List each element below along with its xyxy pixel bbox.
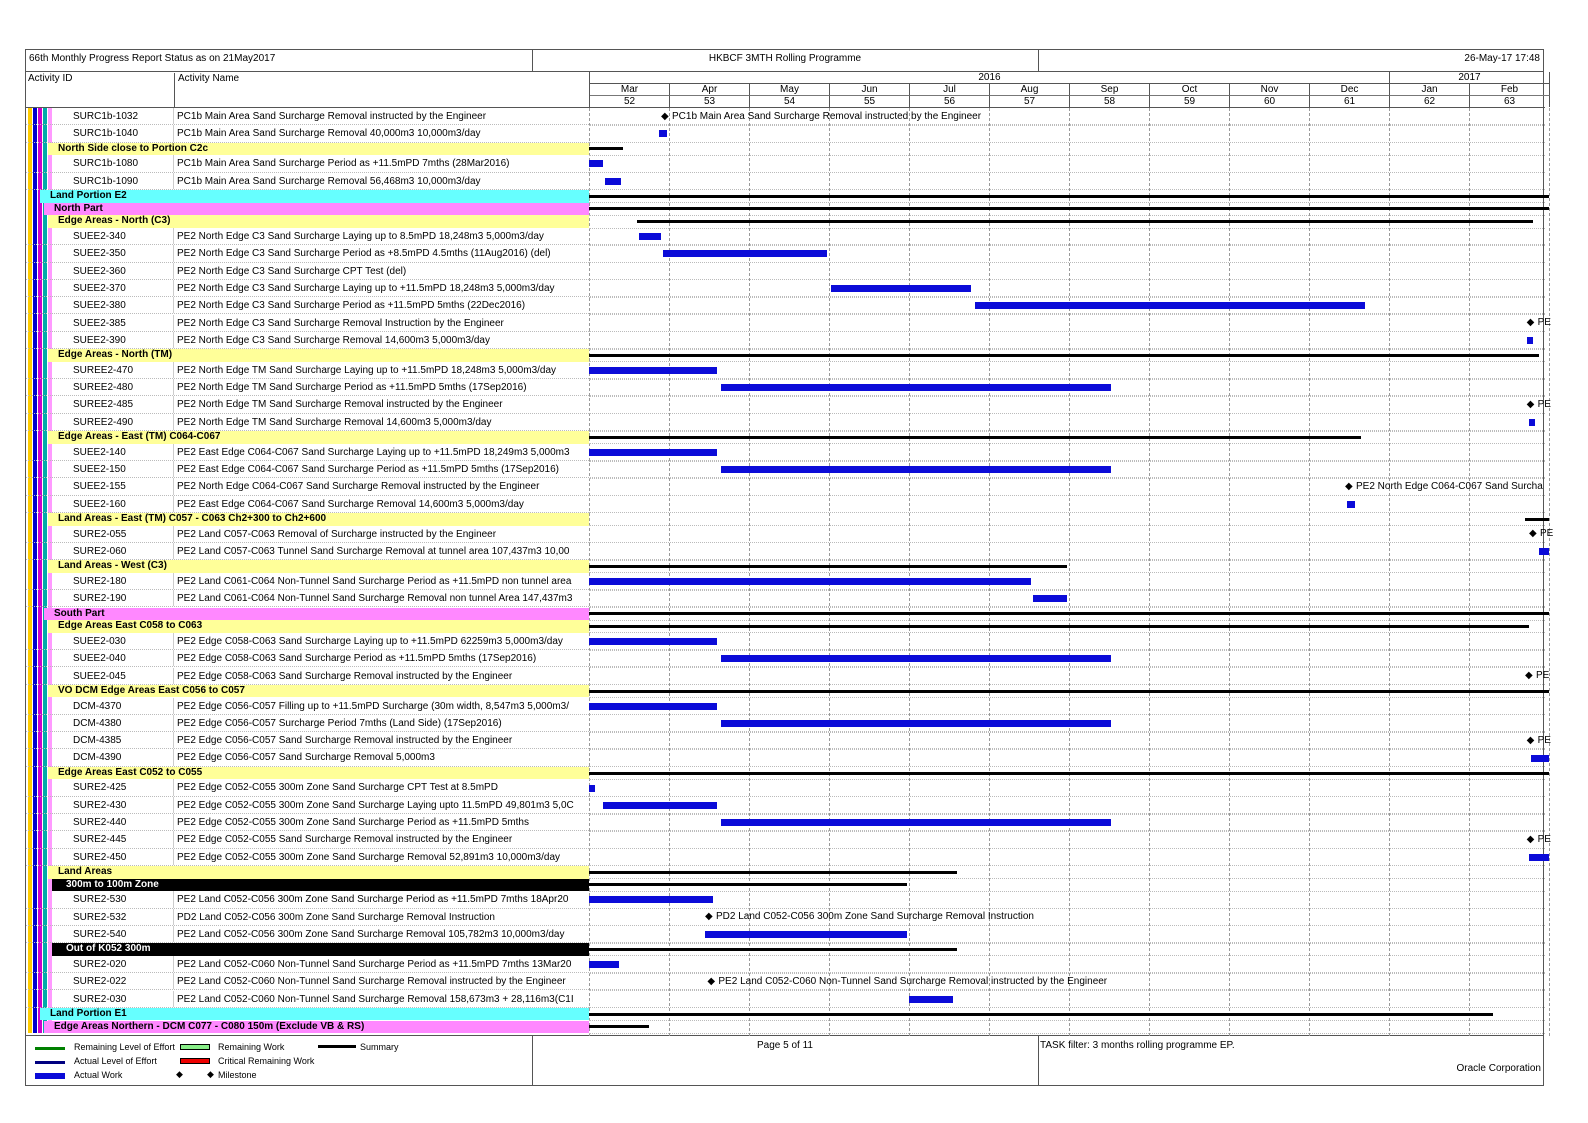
activity-bar[interactable]: [589, 367, 717, 374]
summary-bar[interactable]: [589, 436, 1361, 439]
activity-id: DCM-4380: [73, 715, 174, 731]
row-divider: [589, 632, 1545, 633]
activity-id: SUEE2-370: [73, 280, 174, 296]
activity-id: SURE2-060: [73, 543, 174, 559]
summary-bar[interactable]: [589, 948, 957, 951]
activity-id: SURC1b-1040: [73, 125, 174, 141]
activity-name: PE2 Edge C058-C063 Sand Surcharge Removal instructed by the Engineer: [177, 670, 513, 682]
activity-bar[interactable]: [659, 130, 667, 137]
row-divider: [589, 228, 1545, 229]
row-divider: [589, 865, 1545, 866]
row-divider: [589, 542, 1545, 543]
month-label: Feb: [1470, 84, 1550, 96]
activity-bar[interactable]: [603, 802, 717, 809]
group-band: [44, 203, 589, 216]
report-footer: [25, 1036, 1544, 1086]
group-title: Land Areas - East (TM) C057 - C063 Ch2+300 to Ch2+600: [58, 512, 327, 524]
row-divider: [589, 314, 1545, 315]
month-label: Sep: [1070, 84, 1150, 96]
milestone-diamond-icon[interactable]: ◆: [1525, 670, 1533, 682]
activity-name: PE2 North Edge TM Sand Surcharge Removal instructed by the Engineer: [177, 399, 503, 411]
row-divider: [589, 512, 1545, 513]
year-label: 2016: [590, 72, 1390, 84]
row-divider: [589, 142, 1545, 143]
activity-name: PE2 East Edge C064-C067 Sand Surcharge Period as +11.5mPD 5mths (17Sep2016): [177, 464, 559, 475]
activity-bar[interactable]: [589, 785, 595, 792]
activity-id: SURE2-425: [73, 779, 174, 795]
group-title: Land Areas: [58, 865, 113, 877]
activity-id-header[interactable]: Activity ID: [28, 73, 73, 84]
summary-bar[interactable]: [589, 147, 623, 150]
row-divider: [589, 732, 1545, 733]
row-divider: [589, 891, 1545, 892]
week-label: 60: [1230, 96, 1310, 107]
column-header: [26, 72, 589, 108]
row-divider: [589, 878, 1545, 879]
row-divider: [589, 650, 1545, 651]
row-divider: [589, 279, 1545, 280]
programme-title: HKBCF 3MTH Rolling Programme: [708, 53, 862, 64]
activity-name: PE2 Land C057-C063 Removal of Surcharge instructed by the Engineer: [177, 528, 497, 540]
activity-bar[interactable]: [605, 178, 621, 185]
activity-id: SUEE2-160: [73, 496, 174, 512]
activity-bar[interactable]: [721, 384, 1111, 391]
activity-name: PE2 Edge C052-C055 300m Zone Sand Surcharge Laying upto 11.5mPD 49,801m3 5,0C: [177, 799, 574, 811]
row-divider: [589, 331, 1545, 332]
month-label: Oct: [1150, 84, 1230, 96]
milestone-label: PE2 Land C052-C060 Non-Tunnel Sand Surcharge Removal instructed by the Engineer: [718, 975, 1108, 987]
group-title: South Part: [54, 607, 105, 619]
activity-id: SUEE2-155: [73, 478, 174, 494]
company-name: Oracle Corporation: [1456, 1063, 1541, 1074]
row-divider: [589, 361, 1545, 362]
row-divider: [589, 431, 1545, 432]
activity-bar[interactable]: [705, 931, 907, 938]
activity-id: SURC1b-1032: [73, 108, 174, 124]
milestone-diamond-icon[interactable]: ◆: [705, 911, 713, 923]
week-label: 62: [1390, 96, 1470, 107]
activity-bar[interactable]: [663, 250, 827, 257]
row-divider: [589, 396, 1545, 397]
activity-id: SURE2-030: [73, 991, 174, 1007]
week-label: 54: [750, 96, 830, 107]
activity-bar[interactable]: [589, 578, 1031, 585]
row-divider: [589, 379, 1545, 380]
gantt-table: [25, 72, 1554, 1036]
activity-id: SUEE2-340: [73, 228, 174, 244]
report-status-title: 66th Monthly Progress Report Status as on 21May2017: [29, 53, 276, 64]
activity-name: PC1b Main Area Sand Surcharge Period as +11.5mPD 7mths (28Mar2016): [177, 158, 510, 170]
activity-bar[interactable]: [721, 655, 1111, 662]
row-divider: [589, 189, 1545, 190]
activity-name: PE2 Edge C056-C057 Surcharge Period 7mths (Land Side) (17Sep2016): [177, 717, 502, 729]
activity-bar[interactable]: [1033, 595, 1067, 602]
row-divider: [589, 1020, 1545, 1021]
row-divider: [589, 1007, 1545, 1008]
row-divider: [589, 831, 1545, 832]
activity-bar[interactable]: [1531, 755, 1549, 762]
activity-bar[interactable]: [909, 996, 953, 1003]
activity-bar[interactable]: [1529, 854, 1549, 861]
legend: [26, 1036, 532, 1085]
milestone-diamond-icon[interactable]: ◆: [1526, 833, 1535, 845]
group-title: VO DCM Edge Areas East C056 to C057: [58, 684, 245, 696]
summary-bar[interactable]: [589, 1025, 649, 1028]
milestone-diamond-icon[interactable]: ◆: [1526, 317, 1535, 329]
summary-bar[interactable]: [589, 195, 1549, 198]
activity-name: PE2 North Edge C3 Sand Surcharge Laying up to +11.5mPD 18,248m3 5,000m3/day: [177, 282, 555, 294]
activity-name: PE2 Edge C052-C055 Sand Surcharge Removal instructed by the Engineer: [177, 834, 513, 846]
diamond-icon: ◆: [207, 1069, 214, 1079]
month-label: Jul: [910, 84, 990, 96]
summary-bar[interactable]: [589, 690, 1549, 693]
legend-label: Remaining Work: [218, 1042, 285, 1052]
week-label: 52: [590, 96, 670, 107]
milestone-label: PE: [1537, 317, 1551, 329]
activity-bar[interactable]: [721, 466, 1111, 473]
activity-id: SURE2-020: [73, 956, 174, 972]
milestone-diamond-icon[interactable]: ◆: [1526, 399, 1535, 411]
legend-swatch-remaining-loe: [35, 1047, 65, 1050]
activity-id: SURC1b-1090: [73, 173, 174, 189]
activity-name: PE2 Land C052-C060 Non-Tunnel Sand Surcharge Removal 158,673m3 + 28,116m3(C1I: [177, 993, 574, 1005]
legend-swatch-summary: [318, 1045, 356, 1048]
week-label: 61: [1310, 96, 1390, 107]
week-label: 57: [990, 96, 1070, 107]
week-label: 63: [1470, 96, 1550, 107]
row-divider: [589, 202, 1545, 203]
activity-id: SURE2-180: [73, 573, 174, 589]
group-title: Edge Areas East C052 to C055: [58, 766, 203, 778]
month-label: Dec: [1310, 84, 1390, 96]
legend-label: Summary: [360, 1042, 399, 1052]
row-divider: [589, 714, 1545, 715]
activity-name: PE2 Land C052-C056 300m Zone Sand Surcharge Period as +11.5mPD 7mths 18Apr20: [177, 894, 569, 906]
activity-name: PE2 Edge C052-C055 300m Zone Sand Surcharge Removal 52,891m3 10,000m3/day: [177, 851, 561, 863]
activity-id: SURE2-055: [73, 526, 174, 542]
activity-id: SURE2-445: [73, 831, 174, 847]
summary-bar[interactable]: [589, 207, 1549, 210]
activity-id: SURE2-530: [73, 891, 174, 907]
summary-bar[interactable]: [589, 565, 1067, 568]
activity-name: PE2 North Edge C064-C067 Sand Surcharge Removal instructed by the Engineer: [177, 481, 540, 493]
month-label: May: [750, 84, 830, 96]
milestone-label: PD2 Land C052-C056 300m Zone Sand Surcharge Removal Instruction: [716, 911, 1034, 923]
summary-bar[interactable]: [589, 612, 1549, 615]
row-divider: [589, 973, 1545, 974]
activity-id: SURE2-532: [73, 909, 174, 925]
activity-bar[interactable]: [589, 638, 717, 645]
milestone-diamond-icon[interactable]: ◆: [1529, 528, 1537, 540]
group-title: Land Portion E2: [50, 189, 127, 201]
activity-id: SUREE2-490: [73, 414, 174, 430]
activity-bar[interactable]: [1539, 548, 1549, 555]
row-divider: [589, 525, 1545, 526]
row-divider: [589, 155, 1545, 156]
activity-bar[interactable]: [975, 302, 1365, 309]
row-divider: [589, 590, 1545, 591]
row-divider: [589, 607, 1545, 608]
week-label: 53: [670, 96, 750, 107]
legend-swatch-actual-loe: [35, 1061, 65, 1064]
row-divider: [589, 495, 1545, 496]
activity-name: PE2 North Edge C3 Sand Surcharge Period as +8.5mPD 4.5mths (11Aug2016) (del): [177, 248, 551, 260]
activity-id: SUEE2-030: [73, 633, 174, 649]
activity-id: SUEE2-040: [73, 650, 174, 666]
month-label: Jan: [1390, 84, 1470, 96]
activity-name: PC1b Main Area Sand Surcharge Removal 40,000m3 10,000m3/day: [177, 128, 481, 140]
activity-id: SURE2-450: [73, 849, 174, 865]
activity-name: PC1b Main Area Sand Surcharge Removal 56,468m3 10,000m3/day: [177, 175, 481, 187]
activity-id: SUEE2-045: [73, 668, 174, 684]
activity-name: PE2 North Edge C3 Sand Surcharge Period as +11.5mPD 5mths (22Dec2016): [177, 300, 526, 312]
row-divider: [589, 560, 1545, 561]
group-title: Land Portion E1: [50, 1007, 127, 1019]
group-band: [44, 608, 589, 621]
activity-id: SUEE2-150: [73, 461, 174, 477]
activity-name: PE2 Edge C056-C057 Filling up to +11.5mPD Surcharge (30m width, 8,547m3 5,000m3/: [177, 700, 569, 712]
milestone-label: PC1b Main Area Sand Surcharge Removal instructed by the Engineer: [672, 110, 982, 122]
row-divider: [589, 749, 1545, 750]
row-divider: [589, 684, 1545, 685]
activity-id: SUEE2-380: [73, 297, 174, 313]
row-divider: [589, 766, 1545, 767]
month-label: Aug: [990, 84, 1070, 96]
milestone-label: PE: [1537, 833, 1551, 845]
group-title: Edge Areas - East (TM) C064-C067: [58, 431, 221, 442]
milestone-diamond-icon[interactable]: ◆: [1345, 480, 1353, 492]
row-divider: [589, 478, 1545, 479]
activity-id: SURE2-540: [73, 926, 174, 942]
row-divider: [589, 955, 1545, 956]
group-title: North Side close to Portion C2c: [58, 142, 209, 154]
activity-name: PE2 Edge C056-C057 Sand Surcharge Removal 5,000m3: [177, 752, 435, 764]
report-datetime: 26-May-17 17:48: [1464, 53, 1540, 64]
row-divider: [589, 215, 1545, 216]
timeline-header: [589, 72, 1545, 108]
row-divider: [589, 848, 1545, 849]
summary-bar[interactable]: [589, 354, 1539, 357]
activity-bar[interactable]: [721, 819, 1111, 826]
activity-id: SURC1b-1080: [73, 155, 174, 171]
summary-bar[interactable]: [589, 871, 957, 874]
activity-name: PE2 East Edge C064-C067 Sand Surcharge Laying up to +11.5mPD 18,249m3 5,000m3: [177, 446, 570, 458]
activity-name: PE2 Edge C052-C055 300m Zone Sand Surcharge CPT Test at 8.5mPD: [177, 782, 498, 794]
activity-bar[interactable]: [589, 703, 717, 710]
summary-bar[interactable]: [637, 220, 1533, 223]
activity-name: PE2 Land C061-C064 Non-Tunnel Sand Surcharge Period as +11.5mPD non tunnel area: [177, 575, 572, 587]
row-divider: [589, 297, 1545, 298]
activity-id: DCM-4385: [73, 732, 174, 748]
activity-name: PE2 Land C057-C063 Tunnel Sand Surcharge Removal at tunnel area 107,437m3 10,00: [177, 545, 570, 557]
activity-name: PE2 North Edge C3 Sand Surcharge CPT Test (del): [177, 265, 407, 277]
activity-name: PE2 Land C061-C064 Non-Tunnel Sand Surcharge Removal non tunnel Area 147,437m3: [177, 593, 573, 605]
activity-name: PE2 Edge C058-C063 Sand Surcharge Period as +11.5mPD 5mths (17Sep2016): [177, 653, 537, 665]
milestone-diamond-icon[interactable]: ◆: [707, 975, 716, 987]
week-label: 59: [1150, 96, 1230, 107]
milestone-label: PE2 North Edge C064-C067 Sand Surcha: [1356, 480, 1543, 492]
task-filter: TASK filter: 3 months rolling programme EP.: [1040, 1040, 1235, 1051]
activity-name: PE2 Land C052-C060 Non-Tunnel Sand Surcharge Period as +11.5mPD 7mths 13Mar20: [177, 958, 572, 970]
activity-id: SUREE2-480: [73, 379, 174, 395]
summary-bar[interactable]: [589, 883, 907, 886]
row-divider: [589, 779, 1545, 780]
diamond-icon: ◆: [176, 1069, 183, 1079]
activity-id: SURE2-190: [73, 590, 174, 606]
activity-name: PE2 North Edge TM Sand Surcharge Period as +11.5mPD 5mths (17Sep2016): [177, 382, 527, 394]
row-divider: [589, 461, 1545, 462]
activity-name: PE2 East Edge C064-C067 Sand Surcharge Removal 14,600m3 5,000m3/day: [177, 498, 524, 510]
row-divider: [589, 814, 1545, 815]
activity-name: PE2 Edge C052-C055 300m Zone Sand Surcharge Period as +11.5mPD 5mths: [177, 817, 529, 828]
activity-bar[interactable]: [721, 720, 1111, 727]
month-label: Jun: [830, 84, 910, 96]
activity-id: DCM-4390: [73, 749, 174, 765]
activity-id: SUEE2-390: [73, 332, 174, 348]
year-label: 2017: [1390, 72, 1550, 84]
row-divider: [589, 413, 1545, 414]
activity-name: PC1b Main Area Sand Surcharge Removal instructed by the Engineer: [177, 111, 487, 122]
group-title: Edge Areas Northern - DCM C077 - C080 150m (Exclude VB & RS): [54, 1020, 365, 1032]
group-band: [48, 866, 589, 879]
month-label: Mar: [590, 84, 670, 96]
summary-bar[interactable]: [589, 1013, 1493, 1016]
activity-name: PE2 North Edge TM Sand Surcharge Laying up to +11.5mPD 18,248m3 5,000m3/day: [177, 364, 557, 376]
activity-id: SURE2-022: [73, 973, 174, 989]
row-divider: [589, 443, 1545, 444]
row-divider: [589, 908, 1545, 909]
activity-name: PE2 North Edge C3 Sand Surcharge Removal Instruction by the Engineer: [177, 317, 504, 329]
activity-id: SUEE2-140: [73, 444, 174, 460]
gridline: [1549, 108, 1550, 1036]
gantt-chart-area: [589, 108, 1554, 1036]
activity-bar[interactable]: [589, 449, 717, 456]
activity-id: DCM-4370: [73, 698, 174, 714]
activity-name: PE2 Land C052-C060 Non-Tunnel Sand Surcharge Removal instructed by the Engineer: [177, 976, 566, 988]
legend-swatch-critical-work: [180, 1058, 210, 1064]
milestone-diamond-icon[interactable]: ◆: [1526, 734, 1535, 746]
legend-label: Actual Level of Effort: [74, 1056, 157, 1066]
milestone-label: PE: [1537, 734, 1551, 746]
milestone-label: PE: [1540, 528, 1554, 540]
legend-label: Milestone: [218, 1070, 257, 1080]
activity-bar[interactable]: [1347, 501, 1355, 508]
group-title: Edge Areas - North (TM): [58, 349, 173, 361]
activity-id: SUEE2-385: [73, 315, 174, 331]
week-label: 56: [910, 96, 990, 107]
page-number: Page 5 of 11: [757, 1040, 813, 1051]
row-divider: [589, 943, 1545, 944]
summary-bar[interactable]: [589, 625, 1529, 628]
activity-name-header[interactable]: Activity Name: [174, 73, 239, 107]
legend-swatch-actual-work: [35, 1073, 65, 1079]
row-divider: [589, 990, 1545, 991]
activity-bar[interactable]: [1529, 419, 1535, 426]
row-divider: [589, 667, 1545, 668]
summary-bar[interactable]: [1525, 518, 1549, 521]
summary-bar[interactable]: [589, 772, 1549, 775]
activity-name: PE2 Land C052-C056 300m Zone Sand Surcharge Removal 105,782m3 10,000m3/day: [177, 928, 565, 940]
activity-name: PD2 Land C052-C056 300m Zone Sand Surcharge Removal Instruction: [177, 911, 495, 923]
legend-swatch-remaining-work: [180, 1044, 210, 1050]
activity-id: SURE2-440: [73, 814, 174, 830]
legend-label: Critical Remaining Work: [218, 1056, 315, 1066]
month-label: Nov: [1230, 84, 1310, 96]
milestone-diamond-icon[interactable]: ◆: [661, 110, 669, 122]
row-divider: [589, 349, 1545, 350]
activity-name: PE2 North Edge TM Sand Surcharge Removal 14,600m3 5,000m3/day: [177, 416, 492, 428]
report-header: [25, 49, 1544, 72]
group-title: Edge Areas East C058 to C063: [58, 620, 203, 632]
milestone-label: PE: [1536, 670, 1550, 682]
activity-id: SURE2-430: [73, 797, 174, 813]
row-divider: [589, 572, 1545, 573]
activity-id: SUEE2-350: [73, 245, 174, 261]
legend-label: Actual Work: [74, 1070, 123, 1080]
activity-bar[interactable]: [589, 896, 713, 903]
row-divider: [589, 172, 1545, 173]
activity-name: PE2 Edge C056-C057 Sand Surcharge Removal instructed by the Engineer: [177, 735, 513, 747]
activity-bar[interactable]: [639, 233, 661, 240]
month-label: Apr: [670, 84, 750, 96]
activity-id: SUEE2-360: [73, 263, 174, 279]
activity-bar[interactable]: [589, 160, 603, 167]
row-divider: [589, 1033, 1545, 1034]
activity-name: PE2 North Edge C3 Sand Surcharge Laying up to 8.5mPD 18,248m3 5,000m3/day: [177, 231, 544, 242]
activity-bar[interactable]: [589, 961, 619, 968]
week-label: 58: [1070, 96, 1150, 107]
week-label: 55: [830, 96, 910, 107]
activity-id: SUREE2-485: [73, 396, 174, 412]
row-divider: [589, 796, 1545, 797]
group-title: 300m to 100m Zone: [66, 878, 159, 890]
milestone-label: PE: [1537, 399, 1551, 411]
row-divider: [589, 125, 1545, 126]
group-title: Edge Areas - North (C3): [58, 215, 171, 227]
activity-bar[interactable]: [831, 285, 972, 292]
row-divider: [589, 245, 1545, 246]
group-title: Land Areas - West (C3): [58, 560, 167, 572]
activity-name: PE2 North Edge C3 Sand Surcharge Removal 14,600m3 5,000m3/day: [177, 334, 490, 346]
row-divider: [589, 697, 1545, 698]
activity-name: PE2 Edge C058-C063 Sand Surcharge Laying up to +11.5mPD 62259m3 5,000m3/day: [177, 635, 563, 647]
legend-label: Remaining Level of Effort: [74, 1042, 175, 1052]
group-title: Out of K052 300m: [66, 943, 151, 955]
activity-id: SUREE2-470: [73, 362, 174, 378]
activity-bar[interactable]: [1527, 337, 1533, 344]
group-title: North Part: [54, 202, 103, 214]
row-divider: [589, 925, 1545, 926]
row-divider: [589, 620, 1545, 621]
row-divider: [589, 262, 1545, 263]
